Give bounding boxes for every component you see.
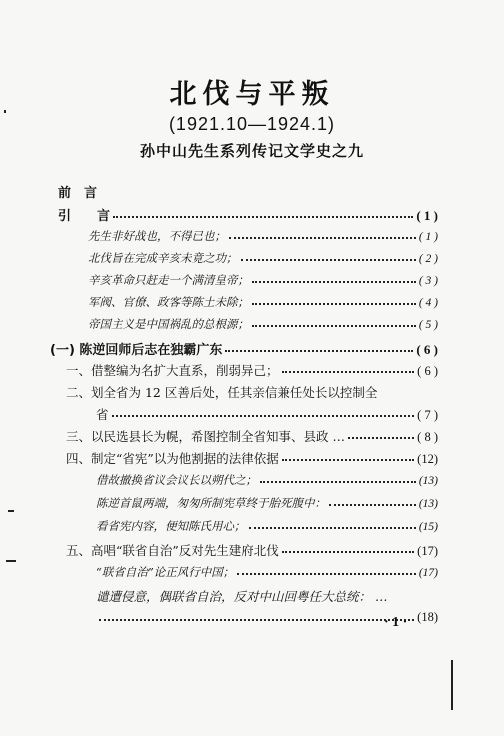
dot-leader [112,415,415,417]
dot-leader [282,551,414,553]
toc-entry-label: 帝国主义是中国祸乱的总根源； [88,317,249,331]
toc-page-number: (17) [417,544,438,558]
toc-subentry[interactable] [96,587,387,605]
dot-leader [241,259,416,261]
toc-page-number: ( 7 ) [417,408,438,422]
toc-entry-label: 四、制定“省宪”以为他割据的法律依据 [66,451,279,466]
toc-page-number: ( 6 ) [417,364,438,378]
toc-subentry[interactable] [96,564,438,580]
toc-entry-label: 引 言 [58,209,111,224]
dot-leader [99,619,414,621]
toc-entry-label: 三、以民选县长为幌，希图控制全省知事、县政 … [66,429,345,444]
dot-leader [252,303,416,305]
toc-entry-label: 谴遭侵意，偶联省自治，反对中山回粤任大总统： … [96,589,388,604]
dot-leader [260,481,416,483]
toc-page-number: ( 4 ) [418,297,438,309]
toc-subentry[interactable] [88,272,438,288]
page-number: · 1 · [384,615,408,630]
dot-leader [329,504,416,506]
dot-leader [225,350,413,352]
toc-entry-label: 五、高唱“联省自治”反对先生建府北伐 [66,543,279,558]
dot-leader [237,573,416,575]
toc-entry[interactable] [66,427,438,445]
toc-page-number: ( 1 ) [418,231,438,243]
toc-entry-label: 先生非好战也，不得已也； [88,229,226,243]
toc-entry-label: 省 [96,407,109,422]
toc-section-1[interactable] [50,339,438,358]
page-title: 北伐与平叛 [169,79,335,110]
dot-leader [282,371,415,373]
dot-leader [113,216,413,218]
toc-page-number: (13) [418,498,438,510]
toc-page-number: (15) [418,521,438,533]
toc-subentry[interactable] [88,228,438,244]
toc-entry-label: 辛亥革命只赶走一个满清皇帝； [88,273,249,287]
toc-subentry[interactable] [88,250,438,266]
toc-page-number: (12) [417,452,438,466]
toc-page-number: (13) [418,475,438,487]
toc-entry-label: 看省宪内容，便知陈氏用心； [96,519,246,533]
toc-entry-label: 前 言 [58,186,98,201]
toc-entry-label: 北伐旨在完成辛亥未竟之功； [88,251,238,265]
toc-page-number: ( 2 ) [418,253,438,265]
toc-page-number: ( 8 ) [417,430,438,444]
series-subtitle: 孙中山先生系列传记文学史之九 [139,142,364,160]
toc-entry[interactable] [66,361,438,379]
dot-leader [348,437,414,439]
toc-page-number: ( 3 ) [418,275,438,287]
dot-leader [252,281,416,283]
dot-leader [249,527,416,529]
toc-page-number: ( 5 ) [418,319,438,331]
toc-page-number: (18) [417,610,438,624]
toc-entry-continuation[interactable] [96,405,438,423]
toc-entry-label: 借故撤换省议会议长以朔代之； [96,473,257,487]
toc-entry-label: 一、借整编为名扩大直系，削弱异己； [66,363,279,378]
toc-entry-label: 军阀、官僚、政客等陈土未除； [88,295,249,309]
toc-entry-introduction[interactable] [58,205,438,224]
toc-entry-label: 二、划全省为 12 区善后处，任其亲信兼任处长以控制全 [66,385,378,400]
toc-subentry[interactable] [96,518,438,534]
toc-entry-preface[interactable] [58,182,438,201]
dot-leader [229,237,416,239]
toc-entry[interactable] [66,541,438,559]
toc-subentry[interactable] [88,316,438,332]
scan-speck [4,110,6,113]
dot-leader [282,459,414,461]
margin-line [451,660,453,710]
toc-page-number: ( 6 ) [416,342,438,357]
toc-page-number: (17) [418,567,438,579]
toc-subentry[interactable] [96,472,438,488]
dot-leader [252,325,416,327]
toc-page-number: ( 1 ) [416,208,438,223]
toc-subentry[interactable] [88,294,438,310]
scan-speck [8,510,14,512]
toc-entry[interactable] [66,449,438,467]
toc-entry[interactable] [66,383,377,401]
toc-subentry[interactable] [96,495,438,511]
toc-entry-label: 陈逆首鼠两端，匆匆所制宪草终于胎死腹中： [96,496,326,510]
toc-entry-label: “联省自治”论正风行中国； [96,565,235,579]
date-range: (1921.10—1924.1) [168,114,336,134]
toc-entry-label: (一) 陈逆回师后志在独霸广东 [50,343,223,358]
scan-speck [6,560,16,562]
